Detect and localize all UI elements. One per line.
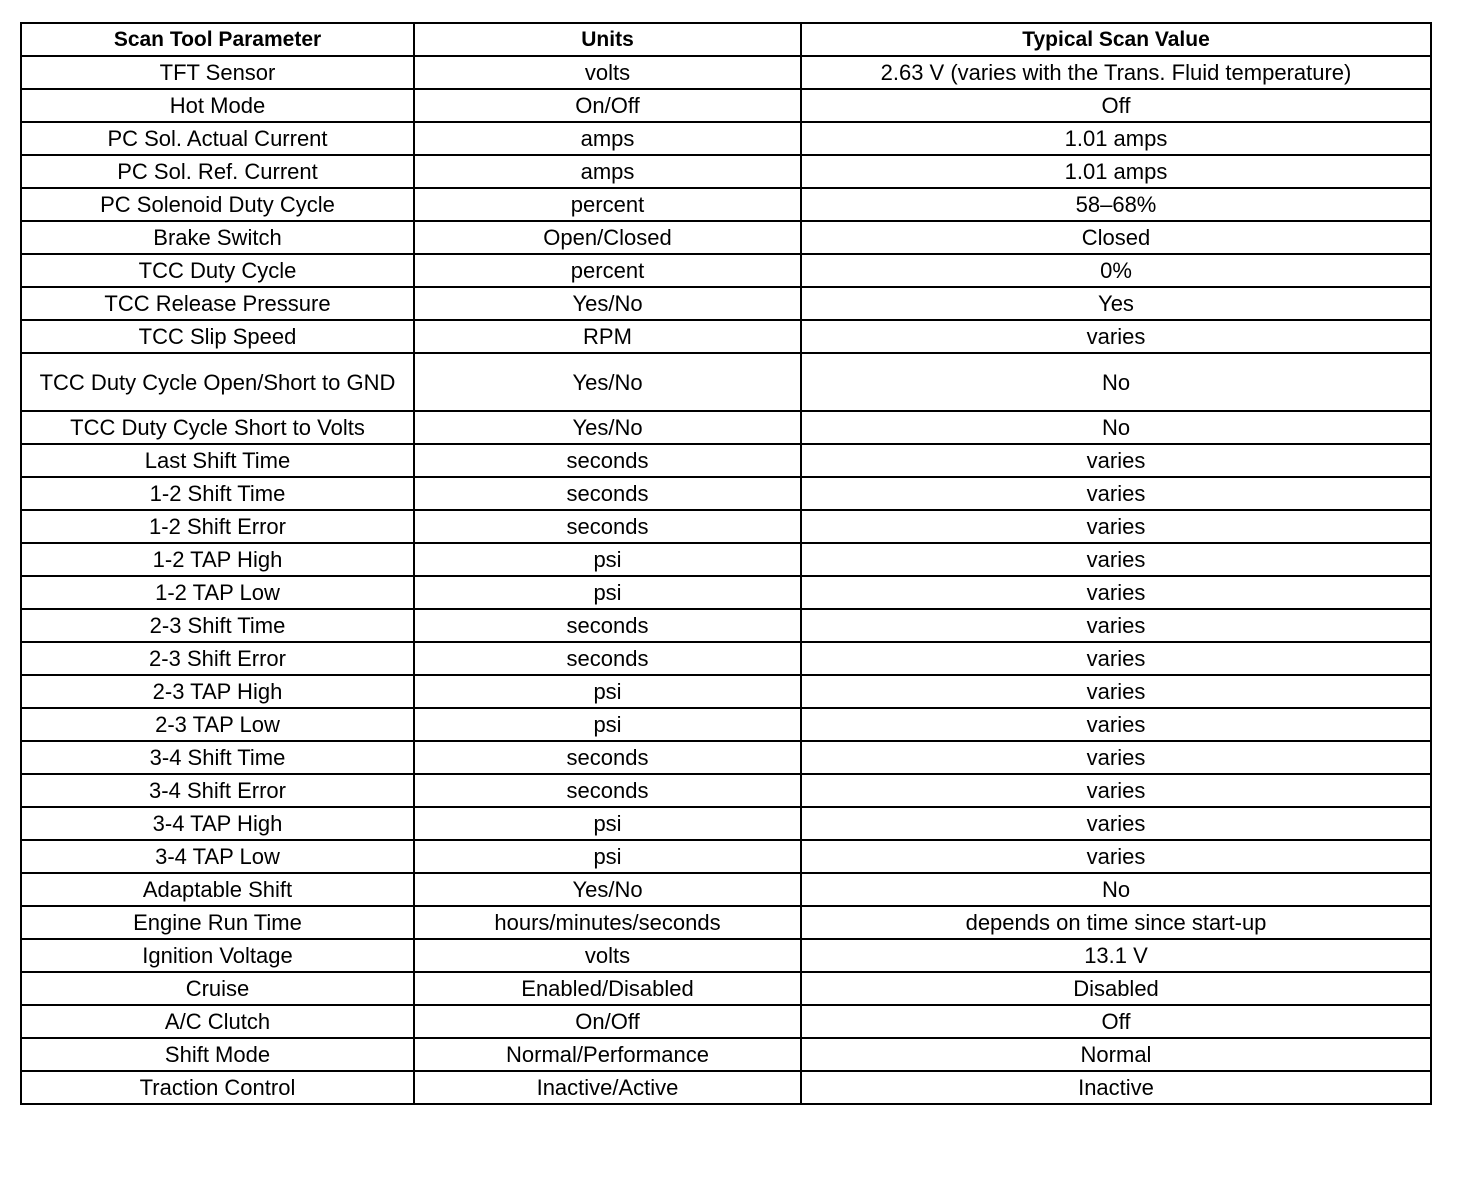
table-row: [21, 320, 1431, 353]
table-row: [21, 254, 1431, 287]
units-cell: Yes/No: [414, 873, 801, 906]
parameter-cell: 2-3 Shift Error: [21, 642, 414, 675]
units-cell: seconds: [414, 642, 801, 675]
table-row: [21, 56, 1431, 89]
units-cell: psi: [414, 840, 801, 873]
parameter-cell: 2-3 TAP Low: [21, 708, 414, 741]
units-cell: psi: [414, 807, 801, 840]
table-row: [21, 906, 1431, 939]
value-cell: No: [801, 411, 1431, 444]
table-row: [21, 840, 1431, 873]
units-cell: Yes/No: [414, 353, 801, 411]
units-cell: psi: [414, 576, 801, 609]
value-cell: 1.01 amps: [801, 122, 1431, 155]
units-cell: volts: [414, 939, 801, 972]
table-row: [21, 287, 1431, 320]
table-row: [21, 1005, 1431, 1038]
parameter-cell: Hot Mode: [21, 89, 414, 122]
value-cell: varies: [801, 807, 1431, 840]
table-row: [21, 939, 1431, 972]
value-cell: varies: [801, 510, 1431, 543]
units-cell: amps: [414, 122, 801, 155]
value-cell: varies: [801, 543, 1431, 576]
table-row: [21, 741, 1431, 774]
parameter-cell: 1-2 TAP High: [21, 543, 414, 576]
header-row: [21, 23, 1431, 56]
parameter-cell: Shift Mode: [21, 1038, 414, 1071]
table-row: [21, 675, 1431, 708]
units-cell: amps: [414, 155, 801, 188]
parameter-cell: Last Shift Time: [21, 444, 414, 477]
header-parameter: Scan Tool Parameter: [21, 23, 414, 56]
table-row: [21, 873, 1431, 906]
units-cell: seconds: [414, 741, 801, 774]
value-cell: varies: [801, 609, 1431, 642]
value-cell: varies: [801, 320, 1431, 353]
table-row: [21, 1071, 1431, 1104]
units-cell: psi: [414, 543, 801, 576]
parameter-cell: 1-2 Shift Time: [21, 477, 414, 510]
value-cell: varies: [801, 477, 1431, 510]
units-cell: seconds: [414, 510, 801, 543]
table-row: [21, 609, 1431, 642]
value-cell: Disabled: [801, 972, 1431, 1005]
units-cell: Normal/Performance: [414, 1038, 801, 1071]
value-cell: Closed: [801, 221, 1431, 254]
scan-tool-parameter-table: [20, 22, 1432, 1105]
table-row: [21, 972, 1431, 1005]
parameter-cell: Brake Switch: [21, 221, 414, 254]
value-cell: No: [801, 873, 1431, 906]
parameter-cell: Adaptable Shift: [21, 873, 414, 906]
value-cell: 13.1 V: [801, 939, 1431, 972]
value-cell: 2.63 V (varies with the Trans. Fluid temperature): [801, 56, 1431, 89]
parameter-cell: TCC Duty Cycle Short to Volts: [21, 411, 414, 444]
value-cell: Inactive: [801, 1071, 1431, 1104]
parameter-cell: TFT Sensor: [21, 56, 414, 89]
table-row: [21, 444, 1431, 477]
units-cell: seconds: [414, 444, 801, 477]
table-row: [21, 510, 1431, 543]
units-cell: Yes/No: [414, 287, 801, 320]
header-units: Units: [414, 23, 801, 56]
value-cell: Off: [801, 1005, 1431, 1038]
header-typical-value: Typical Scan Value: [801, 23, 1431, 56]
units-cell: Inactive/Active: [414, 1071, 801, 1104]
parameter-cell: 3-4 Shift Time: [21, 741, 414, 774]
units-cell: psi: [414, 708, 801, 741]
units-cell: Yes/No: [414, 411, 801, 444]
value-cell: varies: [801, 642, 1431, 675]
value-cell: Yes: [801, 287, 1431, 320]
table-row: [21, 774, 1431, 807]
parameter-cell: Cruise: [21, 972, 414, 1005]
parameter-cell: PC Sol. Actual Current: [21, 122, 414, 155]
value-cell: varies: [801, 675, 1431, 708]
value-cell: 0%: [801, 254, 1431, 287]
units-cell: hours/minutes/seconds: [414, 906, 801, 939]
parameter-cell: TCC Release Pressure: [21, 287, 414, 320]
units-cell: On/Off: [414, 89, 801, 122]
table-row: [21, 708, 1431, 741]
parameter-cell: A/C Clutch: [21, 1005, 414, 1038]
value-cell: varies: [801, 774, 1431, 807]
parameter-cell: Ignition Voltage: [21, 939, 414, 972]
table-row: [21, 411, 1431, 444]
value-cell: 58–68%: [801, 188, 1431, 221]
units-cell: seconds: [414, 609, 801, 642]
units-cell: seconds: [414, 774, 801, 807]
table-row: [21, 807, 1431, 840]
value-cell: varies: [801, 840, 1431, 873]
units-cell: Open/Closed: [414, 221, 801, 254]
parameter-cell: PC Sol. Ref. Current: [21, 155, 414, 188]
table-row: [21, 543, 1431, 576]
units-cell: psi: [414, 675, 801, 708]
parameter-cell: 3-4 TAP Low: [21, 840, 414, 873]
units-cell: percent: [414, 188, 801, 221]
table-row: [21, 353, 1431, 411]
table-row: [21, 477, 1431, 510]
units-cell: Enabled/Disabled: [414, 972, 801, 1005]
table-row: [21, 642, 1431, 675]
value-cell: varies: [801, 576, 1431, 609]
table-row: [21, 221, 1431, 254]
value-cell: varies: [801, 444, 1431, 477]
units-cell: RPM: [414, 320, 801, 353]
table-row: [21, 188, 1431, 221]
value-cell: depends on time since start-up: [801, 906, 1431, 939]
parameter-cell: 3-4 Shift Error: [21, 774, 414, 807]
parameter-cell: Traction Control: [21, 1071, 414, 1104]
parameter-cell: 1-2 TAP Low: [21, 576, 414, 609]
value-cell: Off: [801, 89, 1431, 122]
parameter-cell: TCC Duty Cycle Open/Short to GND: [21, 353, 414, 411]
parameter-cell: PC Solenoid Duty Cycle: [21, 188, 414, 221]
parameter-cell: 1-2 Shift Error: [21, 510, 414, 543]
units-cell: volts: [414, 56, 801, 89]
parameter-cell: 3-4 TAP High: [21, 807, 414, 840]
table-row: [21, 89, 1431, 122]
value-cell: varies: [801, 708, 1431, 741]
value-cell: 1.01 amps: [801, 155, 1431, 188]
table-row: [21, 122, 1431, 155]
value-cell: varies: [801, 741, 1431, 774]
parameter-cell: TCC Slip Speed: [21, 320, 414, 353]
units-cell: On/Off: [414, 1005, 801, 1038]
parameter-cell: Engine Run Time: [21, 906, 414, 939]
parameter-cell: 2-3 Shift Time: [21, 609, 414, 642]
table-row: [21, 576, 1431, 609]
table-row: [21, 155, 1431, 188]
parameter-cell: TCC Duty Cycle: [21, 254, 414, 287]
units-cell: percent: [414, 254, 801, 287]
units-cell: seconds: [414, 477, 801, 510]
value-cell: Normal: [801, 1038, 1431, 1071]
table-row: [21, 1038, 1431, 1071]
parameter-cell: 2-3 TAP High: [21, 675, 414, 708]
value-cell: No: [801, 353, 1431, 411]
